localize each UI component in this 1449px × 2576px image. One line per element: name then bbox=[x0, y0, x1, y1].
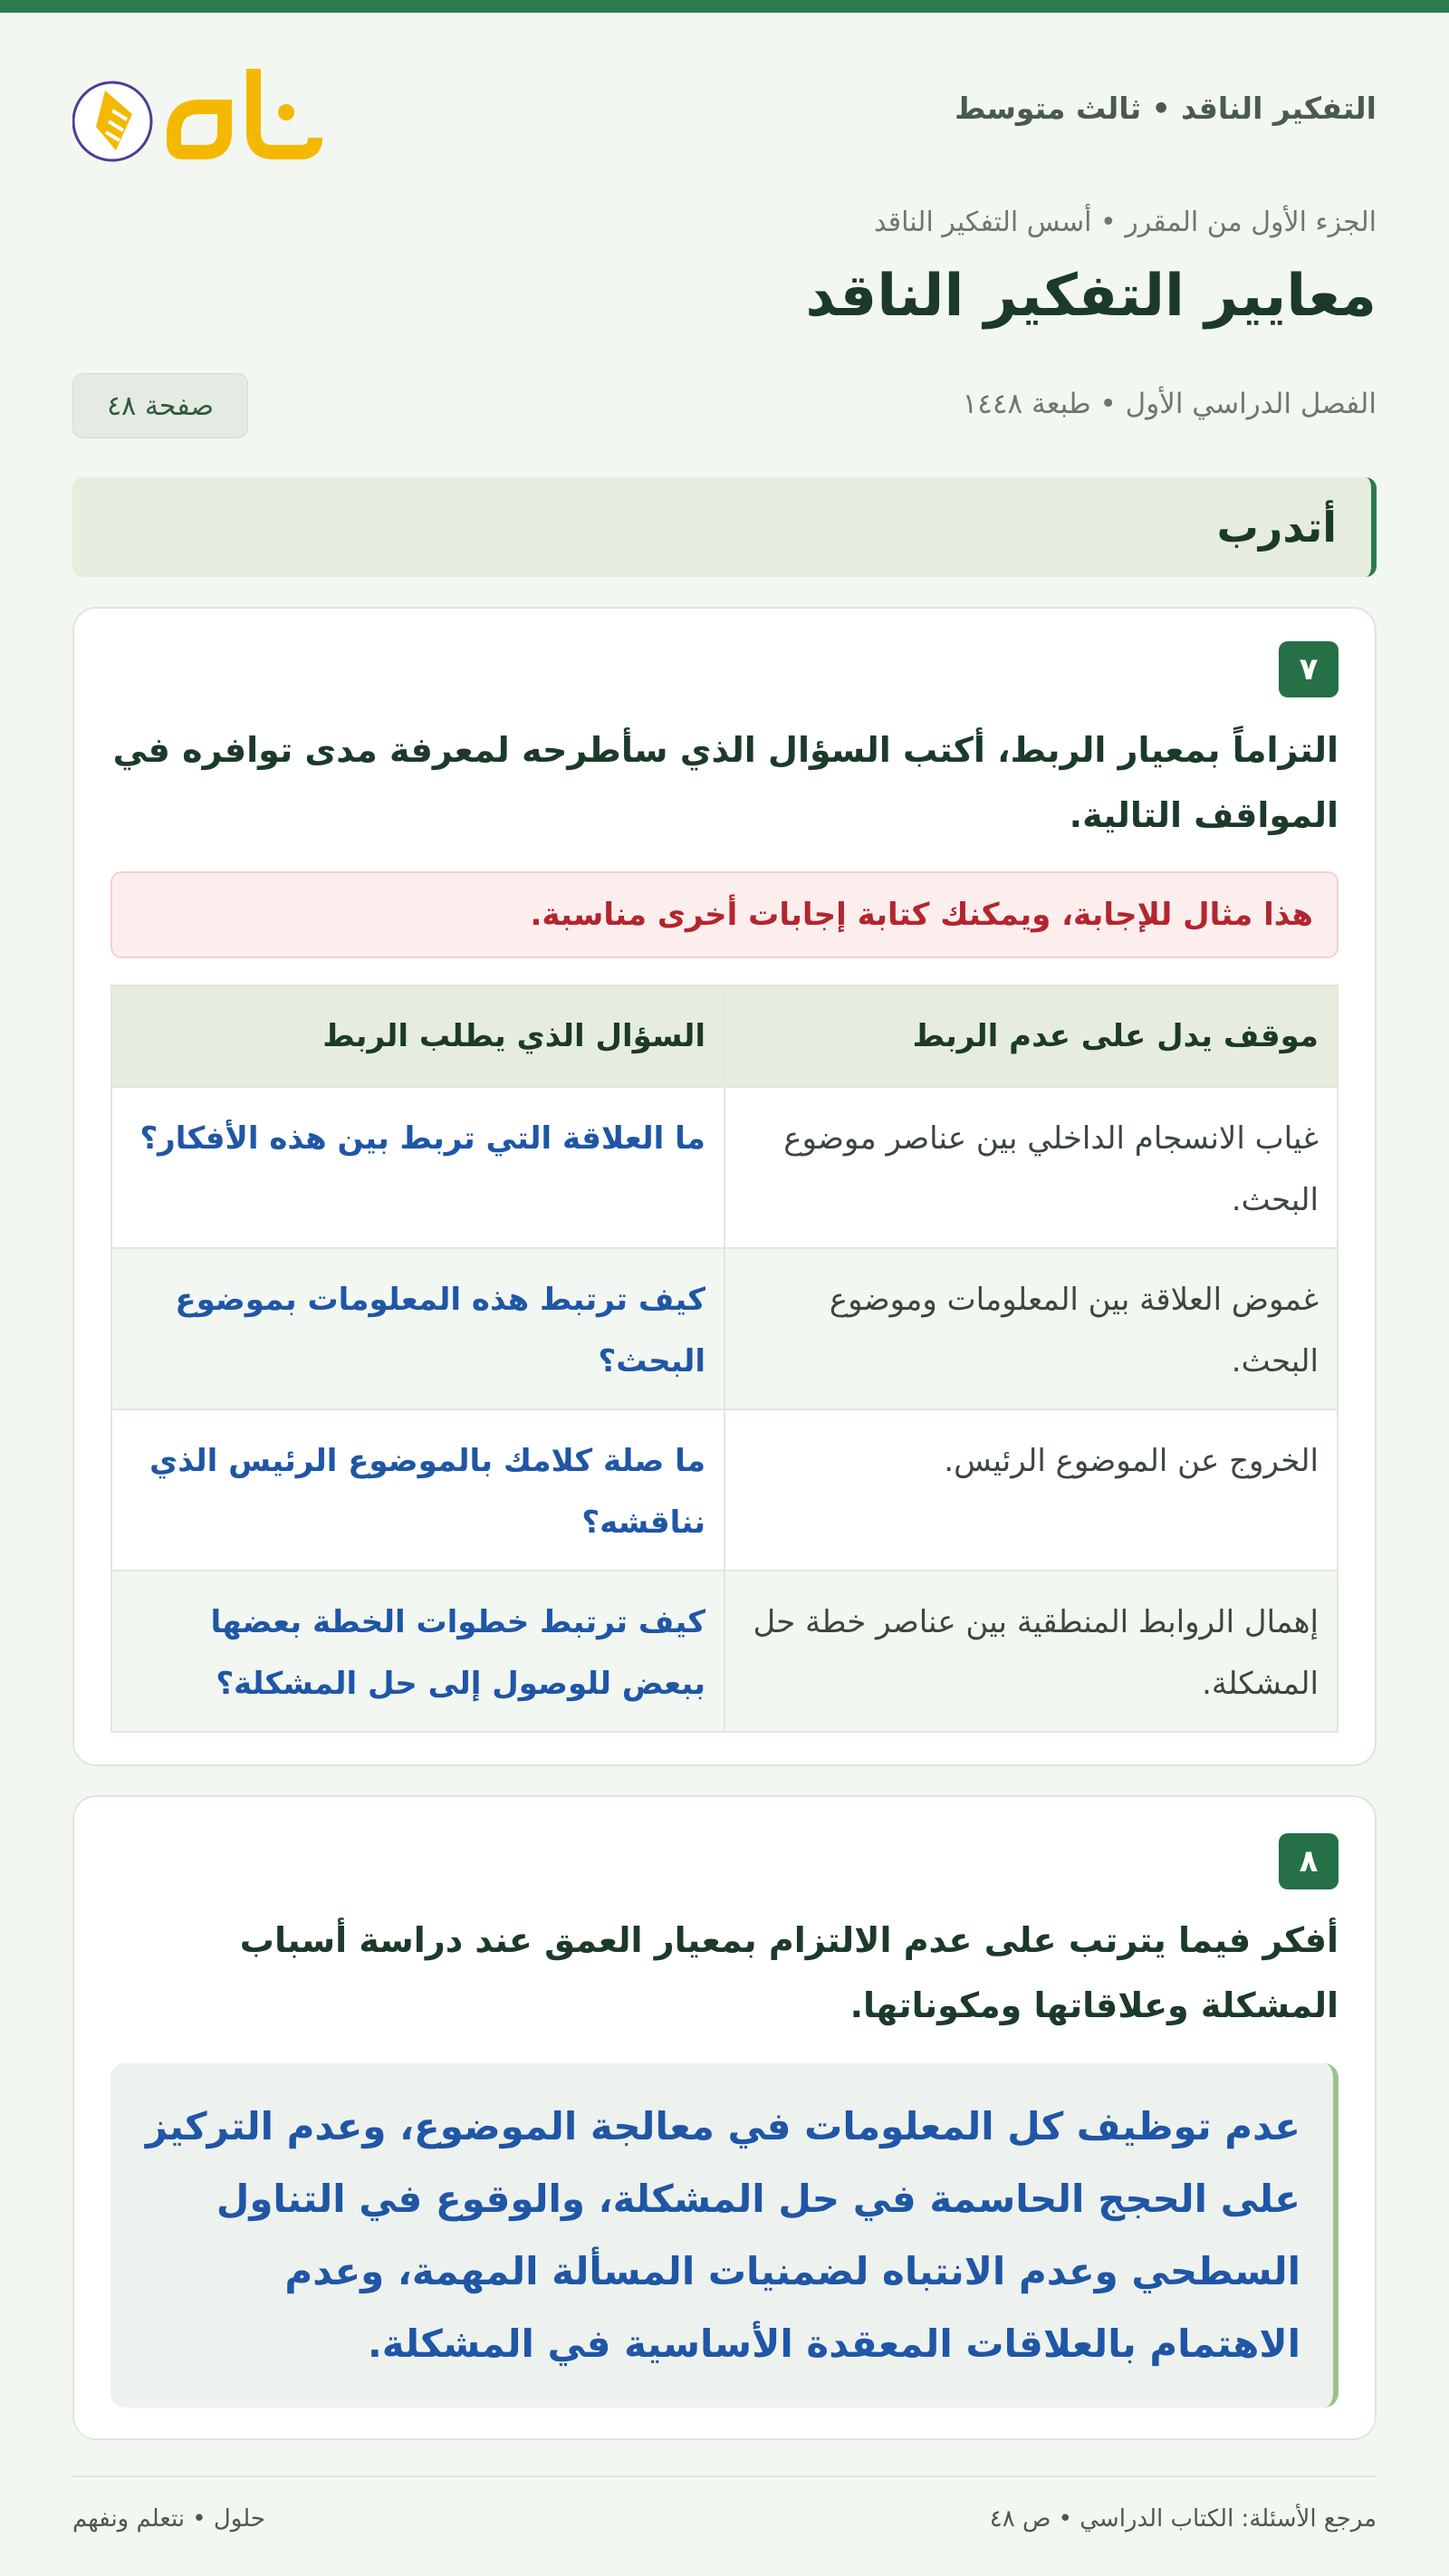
column-header: موقف يدل على عدم الربط bbox=[724, 985, 1338, 1087]
section-title: أتدرب bbox=[1216, 503, 1337, 552]
question-card-8 bbox=[72, 1795, 1377, 2440]
question-number-badge: ٧ bbox=[1279, 641, 1339, 697]
question-cell: كيف ترتبط خطوات الخطة بعضها ببعض للوصول إلى حل المشكلة؟ bbox=[111, 1571, 724, 1732]
column-header: السؤال الذي يطلب الربط bbox=[111, 985, 724, 1087]
situation-cell: إهمال الروابط المنطقية بين عناصر خطة حل المشكلة. bbox=[724, 1571, 1338, 1732]
question-cell: ما العلاقة التي تربط بين هذه الأفكار؟ bbox=[111, 1087, 724, 1248]
table-row bbox=[111, 1087, 1338, 1248]
situation-cell: الخروج عن الموضوع الرئيس. bbox=[724, 1409, 1338, 1571]
footer-reference: مرجع الأسئلة: الكتاب الدراسي • ص ٤٨ bbox=[989, 2505, 1377, 2533]
question-cell: ما صلة كلامك بالموضوع الرئيس الذي نناقشه؟ bbox=[111, 1409, 724, 1571]
top-accent-bar bbox=[0, 0, 1449, 13]
page-number-badge: صفحة ٤٨ bbox=[72, 373, 248, 438]
subject-title: التفكير الناقد • ثالث متوسط bbox=[955, 91, 1377, 126]
question-text: التزاماً بمعيار الربط، أكتب السؤال الذي سأطرحه لمعرفة مدى توافره في المواقف التالية. bbox=[112, 730, 1339, 835]
page-title: معايير التفكير الناقد bbox=[805, 263, 1377, 330]
brand-logo[interactable] bbox=[72, 56, 326, 170]
situation-cell: غياب الانسجام الداخلي بين عناصر موضوع البحث. bbox=[724, 1087, 1338, 1248]
breadcrumb: الجزء الأول من المقرر • أسس التفكير الناقد bbox=[874, 207, 1377, 238]
answer-table bbox=[110, 985, 1339, 1733]
question-text: أفكر فيما يترتب على عدم الالتزام بمعيار العمق عند دراسة أسباب المشكلة وعلاقاتها ومكوناتها. bbox=[239, 1920, 1339, 2025]
question-number-badge: ٨ bbox=[1279, 1833, 1339, 1889]
table-row bbox=[111, 1571, 1338, 1732]
section-header bbox=[72, 477, 1377, 577]
footer-divider bbox=[72, 2475, 1377, 2477]
answer-note: هذا مثال للإجابة، ويمكنك كتابة إجابات أخرى مناسبة. bbox=[110, 871, 1339, 958]
answer-box: عدم توظيف كل المعلومات في معالجة الموضوع، وعدم التركيز على الحجج الحاسمة في حل المشكلة، والوقوع في التناول السطحي وعدم الانتباه لضمنيات المسألة المهمة، وعدم الاهتمام بالعلاقات المعقدة الأساسية في المشكلة. bbox=[110, 2063, 1339, 2408]
table-header-row bbox=[111, 985, 1338, 1087]
footer-tagline: حلول • نتعلم ونفهم bbox=[72, 2505, 265, 2533]
site-header bbox=[72, 56, 1377, 170]
question-cell: كيف ترتبط هذه المعلومات بموضوع البحث؟ bbox=[111, 1248, 724, 1409]
edition-meta: الفصل الدراسي الأول • طبعة ١٤٤٨ bbox=[962, 388, 1377, 420]
table-row bbox=[111, 1409, 1338, 1571]
question-card-7 bbox=[72, 607, 1377, 1766]
table-row bbox=[111, 1248, 1338, 1409]
situation-cell: غموض العلاقة بين المعلومات وموضوع البحث. bbox=[724, 1248, 1338, 1409]
